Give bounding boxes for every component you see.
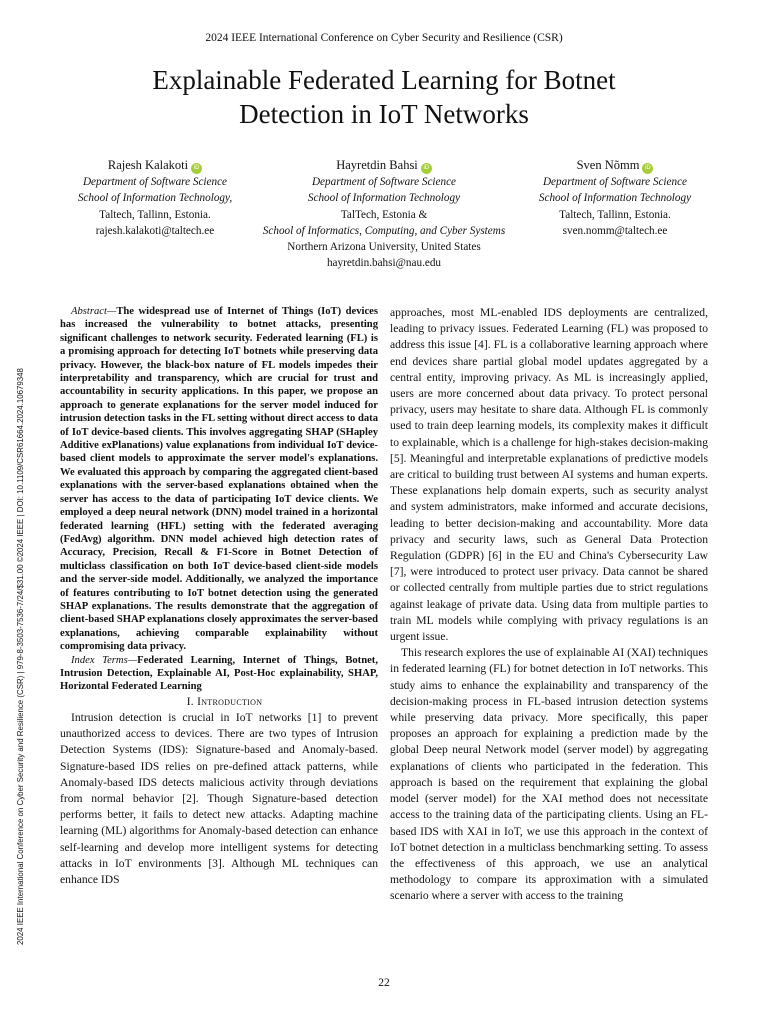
abstract-text: The widespread use of Internet of Things (IoT) devices has increased the vulnerability to botnet attacks, presenting significant challenges to network security. Federated learning (FL) is a promising approach for detecting IoT botnets while preserving data privacy. However, the black-box nature of FL models impedes their interpretability and transparency, which are crucial for trust and accountability in security applications. In this paper, we propose an approach to generate explanations for the server model induced for intrusion detection tasks in the FL setting without direct access to data of IoT device-based clients. This involves aggregating SHAP (SHapley Additive exPlanations) value explanations from individual IoT device-based client models to approximate the server model's explanations. We evaluated this approach by comparing the aggregated client-based explanations with the server-based explanations obtained when the server has access to the data of participating IoT device clients. We employed a deep neural network (DNN) model trained in a horizontal federated learning (HFL) setting with the federated averaging (FedAvg) algorithm. DNN model achieved high detection rates of Accuracy, Precision, Recall & F1-Score in Botnet Detection of multiclass classification on both IoT device-based client-side models and the server-side model. Additionally, we analyzed the importance of features contributing to IoT botnet detection using the generated SHAP explanations. The results demonstrate that the aggregation of client-based SHAP explanations closely approximates the server-based explanations, achieving comparable explainability without compromising data privacy.	[60, 306, 378, 653]
author-location: Taltech, Tallinn, Estonia.	[99, 208, 211, 221]
index-terms	[60, 654, 378, 694]
author-affiliation: School of Information Technology	[538, 192, 692, 205]
author-location: Taltech, Tallinn, Estonia.	[559, 208, 671, 221]
paper-title	[60, 63, 708, 131]
index-terms-text: Federated Learning, Internet of Things, Botnet, Intrusion Detection, Explainable AI, Post-Hoc explainability, SHAP, Horizontal Federated Learning	[60, 654, 378, 693]
author-affiliation: School of Informatics, Computing, and Cyber Systems	[262, 224, 506, 237]
author-affiliation: Department of Software Science	[82, 176, 228, 188]
orcid-icon[interactable]: iD	[421, 163, 432, 174]
author-name: Sven Nõmm	[576, 158, 640, 172]
body-paragraph: approaches, most ML-enabled IDS deployments are centralized, leading to privacy issues. Federated Learning (FL) was proposed to address this issue [4]. FL is a collaborative learning approach where end devices share partial global model updates aggregated by a central entity, improving privacy. As ML is increasingly applied, users are more concerned about data privacy. To protect personal privacy, users may hesitate to share data. Although FL is commonly used to train deep learning models, its complexity makes it difficult to explainable, which is a challenge for high-stakes decision-making [5]. Meaningful and interpretable explanations of predictive models are critical to building trust between AI systems and human experts. These explanations help domain experts, such as security analyst and system administrators, make informed and accurate decisions, leading to better decision-making and accountability. More data privacy and security laws, such as General Data Protection Regulation (GDPR) [6] in the EU and China's Cybersecurity Law [7], were introduced to protect user privacy. Data cannot be shared or collected centrally from multiple parties due to strict regulations against leakage of private data. Using data from multiple parties to train ML models while complying with privacy regulations is an urgent issue.	[390, 306, 708, 644]
doi-sidebar: 2024 IEEE International Conference on Cyber Security and Resilience (CSR) | 979-8-3503-7536-7/24/$31.00 ©2024 IEEE | DOI: 10.1109/CSR61664.2024.10679348	[16, 368, 25, 945]
author-location: Northern Arizona University, United States	[287, 241, 481, 254]
right-column	[390, 305, 708, 905]
section-title: Introduction	[197, 695, 263, 708]
author-location: TalTech, Estonia &	[340, 208, 428, 221]
author-affiliation: School of Information Technology	[307, 192, 461, 205]
author-name: Rajesh Kalakoti	[107, 158, 189, 172]
title-line-1: Explainable Federated Learning for Botnet	[152, 65, 616, 95]
section-number: I.	[186, 695, 194, 708]
author-block-3	[510, 156, 720, 239]
left-column	[60, 305, 378, 888]
author-block-1	[50, 156, 260, 239]
author-affiliation: School of Information Technology,	[77, 192, 233, 205]
index-terms-label: Index Terms—	[71, 654, 138, 666]
author-block-2	[234, 156, 534, 272]
author-email: sven.nomm@taltech.ee	[562, 224, 668, 237]
author-email: rajesh.kalakoti@taltech.ee	[95, 224, 215, 237]
author-affiliation: Department of Software Science	[311, 176, 457, 188]
abstract-label: Abstract—	[71, 306, 117, 317]
body-paragraph: Intrusion detection is crucial in IoT networks [1] to prevent unauthorized access to devices. There are two types of Intrusion Detection Systems (IDS): Signature-based and Anomaly-based. Signature-based IDS relies on pre-defined attack patterns, while Anomaly-based IDS detects malicious activity through deviations from normal behavior [2]. Though Signature-based detection performs better, it fails to detect new attacks. Adapting machine learning (ML) algorithms for Anomaly-based detection can enhance self-learning and develop more intelligent systems for detecting attacks in IoT environments [3]. Although ML techniques can enhance IDS	[60, 710, 378, 887]
body-paragraph: This research explores the use of explainable AI (XAI) techniques in federated learning (FL) for botnet detection in IoT networks. This study aims to enhance the explainability and transparency of the decision-making process in FL-based intrusion detection systems while preserving data privacy. More specifically, this paper proposes an approach for explaining a prediction made by the global Deep neural Network model (server model) by aggregating explanations of clients who participated in the federation. This approach is based on the requirement that explaining the global model (server model) for the XAI method does not necessitate access to the training data of the participating clients. Using an FL-based IDS with XAI in IoT, we use this approach in the context of IoT botnet detection in a multiclass benchmarking setting. To assess the effectiveness of this approach, we use an analytical methodology to compare its approximation with a simulated scenario where a server with access to the training	[390, 646, 708, 903]
author-email: hayretdin.bahsi@nau.edu	[326, 257, 442, 270]
author-name: Hayretdin Bahsi	[336, 158, 418, 172]
orcid-icon[interactable]: iD	[191, 163, 202, 174]
title-line-2: Detection in IoT Networks	[239, 99, 529, 129]
author-affiliation: Department of Software Science	[542, 176, 688, 188]
orcid-icon[interactable]: iD	[642, 163, 653, 174]
abstract	[60, 305, 378, 654]
section-heading	[60, 694, 378, 710]
conference-header: 2024 IEEE International Conference on Cyber Security and Resilience (CSR)	[205, 32, 563, 44]
page-number: 22	[378, 977, 390, 989]
